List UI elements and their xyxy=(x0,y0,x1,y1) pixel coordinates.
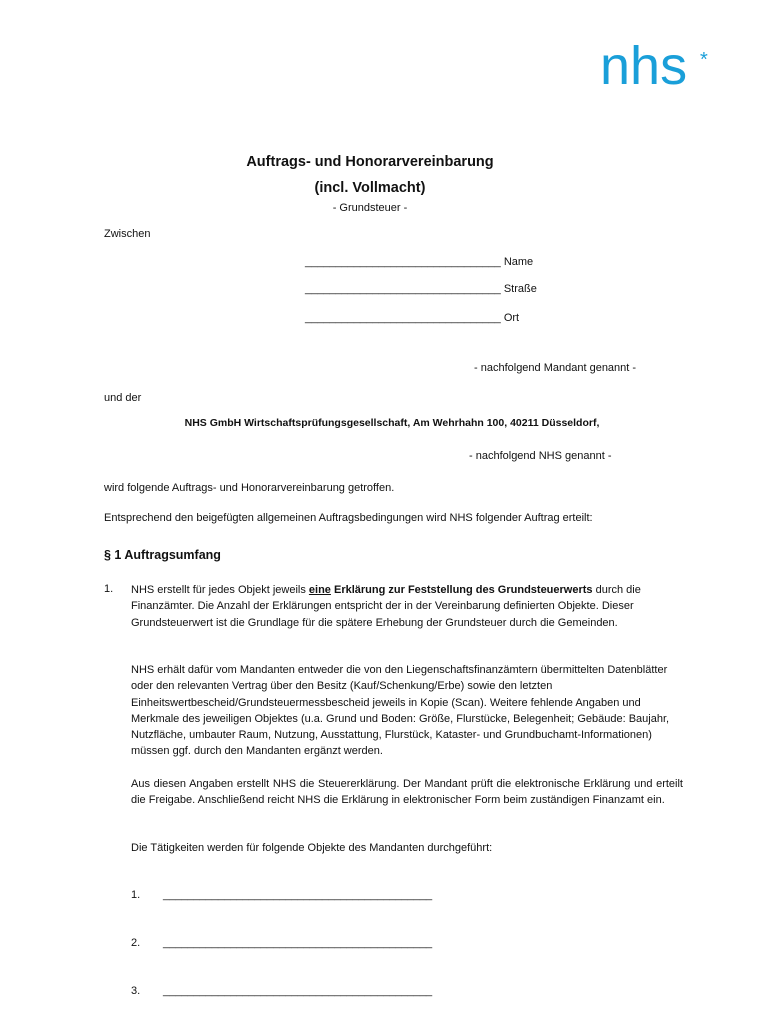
nhs-logo-graphic xyxy=(600,44,720,116)
mandant-note: - nachfolgend Mandant genannt - xyxy=(474,362,637,374)
city-field[interactable] xyxy=(305,312,519,324)
street-field-line: ________________________________ xyxy=(305,283,501,295)
p1-underlined-word: eine xyxy=(308,584,331,596)
object-1-field[interactable]: ____________________________________________ xyxy=(163,889,433,901)
item-1-paragraph-2 xyxy=(131,662,683,760)
name-field-line: ________________________________ xyxy=(305,256,501,268)
object-2-field[interactable]: ____________________________________________ xyxy=(163,937,433,949)
document-title: Auftrags- und Honorarvereinbarung xyxy=(246,154,494,170)
and-label: und der xyxy=(104,392,142,404)
logo-wordmark: nhs xyxy=(600,44,688,96)
city-field-label: Ort xyxy=(503,312,520,324)
object-3-field[interactable]: ____________________________________________ xyxy=(163,985,433,997)
p4-text: Die Tätigkeiten werden für folgende Objekte des Mandanten durchgeführt: xyxy=(131,842,493,854)
object-1-number: 1. xyxy=(131,889,141,901)
p1-bold-phrase: Erklärung zur Feststellung des Grundsteuerwerts xyxy=(330,584,593,596)
item-1-paragraph-3 xyxy=(131,776,683,809)
nhs-company-name: NHS GmbH Wirtschaftsprüfungsgesellschaft, Am Wehrhahn 100, 40211 Düsseldorf, xyxy=(184,417,600,429)
nhs-note: - nachfolgend NHS genannt - xyxy=(469,450,612,462)
city-field-line: ________________________________ xyxy=(305,312,501,324)
p2-text: NHS erhält dafür vom Mandanten entweder die von den Liegenschaftsfinanzämtern übermittelten Datenblätter oder den relevanten Vertrag über den Besitz (Kauf/Schenkung/Erbe) sowie den letzten Einheitswertbescheid/Grundsteuermessbescheid jeweils in Kopie (Scan). Weitere fehlende Angaben und Merkmale des jeweiligen Objektes (u.a. Grund und Boden: Größe, Flurstücke, Belegenheit; Gebäude: Baujahr, Nutzfläche, umbauter Raum, Nutzung, Ausstattung, Flurstück, Kataster- und Grundbuchamt-Informationen) müssen ggf. durch den Mandanten ergänzt werden. xyxy=(131,664,670,758)
intro-line-2: Entsprechend den beigefügten allgemeinen Auftragsbedingungen wird NHS folgender Auftrag erteilt: xyxy=(104,512,593,524)
p3-text: Aus diesen Angaben erstellt NHS die Steuererklärung. Der Mandant prüft die elektronische Erklärung und erteilt die Freigabe. Anschließend reicht NHS die Erklärung in elektronischer Form beim zuständigen Finanzamt ein. xyxy=(131,778,683,807)
p1-text-after: durch die Finanzämter. Die Anzahl der Erklärungen entspricht der in der Vereinbarung definierten Objekte. Dieser Grundsteuerwert ist die Grundlage für die spätere Erhebung der Grundsteuer durch die Gemeinden. xyxy=(131,584,641,629)
name-field-label: Name xyxy=(503,256,534,268)
logo-asterisk: * xyxy=(700,49,708,71)
nhs-logo xyxy=(600,44,720,116)
item-1-number: 1. xyxy=(104,583,114,595)
intro-line-1: wird folgende Auftrags- und Honorarvereinbarung getroffen. xyxy=(104,482,395,494)
item-1-paragraph-4 xyxy=(131,840,683,856)
item-1-paragraph-1 xyxy=(131,582,683,631)
object-3-number: 3. xyxy=(131,985,141,997)
document-subtitle: - Grundsteuer - xyxy=(332,202,408,214)
object-2-number: 2. xyxy=(131,937,141,949)
name-field[interactable] xyxy=(305,256,533,268)
street-field[interactable] xyxy=(305,283,537,295)
section-1-heading: § 1 Auftragsumfang xyxy=(104,548,221,562)
document-title-line2: (incl. Vollmacht) xyxy=(314,180,426,196)
between-label: Zwischen xyxy=(104,228,151,240)
p1-text-before: NHS erstellt für jedes Objekt jeweils xyxy=(131,584,309,596)
street-field-label: Straße xyxy=(503,283,537,295)
